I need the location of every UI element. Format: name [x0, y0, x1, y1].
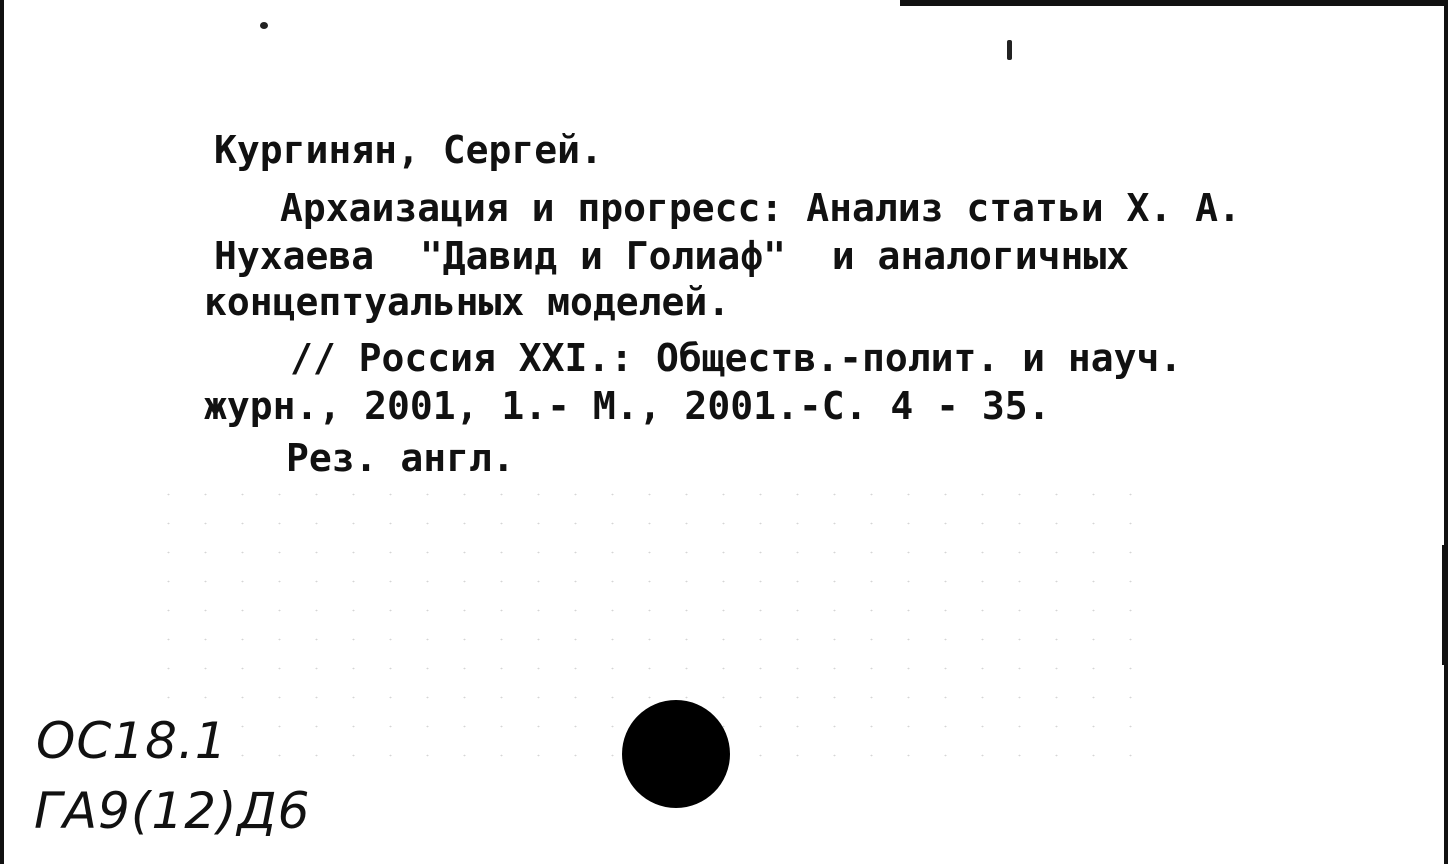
scan-edge-top: [900, 0, 1448, 6]
scan-edge-right: [1444, 0, 1448, 864]
card-source-line-2: журн., 2001, 1.- М., 2001.-С. 4 - 35.: [204, 384, 1051, 428]
card-title-line-3: концептуальных моделей.: [204, 280, 731, 324]
scan-speck: [260, 22, 268, 29]
card-source-line-1: // Россия XXI.: Обществ.-полит. и науч.: [290, 336, 1183, 380]
card-title-line-2: Нухаева "Давид и Голиаф" и аналогичных: [214, 234, 1130, 278]
scan-speck: [1007, 40, 1012, 60]
card-note: Рез. англ.: [286, 436, 515, 480]
scan-edge-left: [0, 0, 4, 864]
punch-hole: [622, 700, 730, 808]
shelfmark-line-2: ГА9(12)Д6: [34, 782, 311, 840]
card-author: Кургинян, Сергей.: [214, 128, 603, 172]
card-title-line-1: Архаизация и прогресс: Анализ статьи Х. А.: [280, 186, 1241, 230]
scan-edge-right-notch: [1442, 545, 1448, 665]
shelfmark-line-1: ОС18.1: [36, 712, 228, 770]
